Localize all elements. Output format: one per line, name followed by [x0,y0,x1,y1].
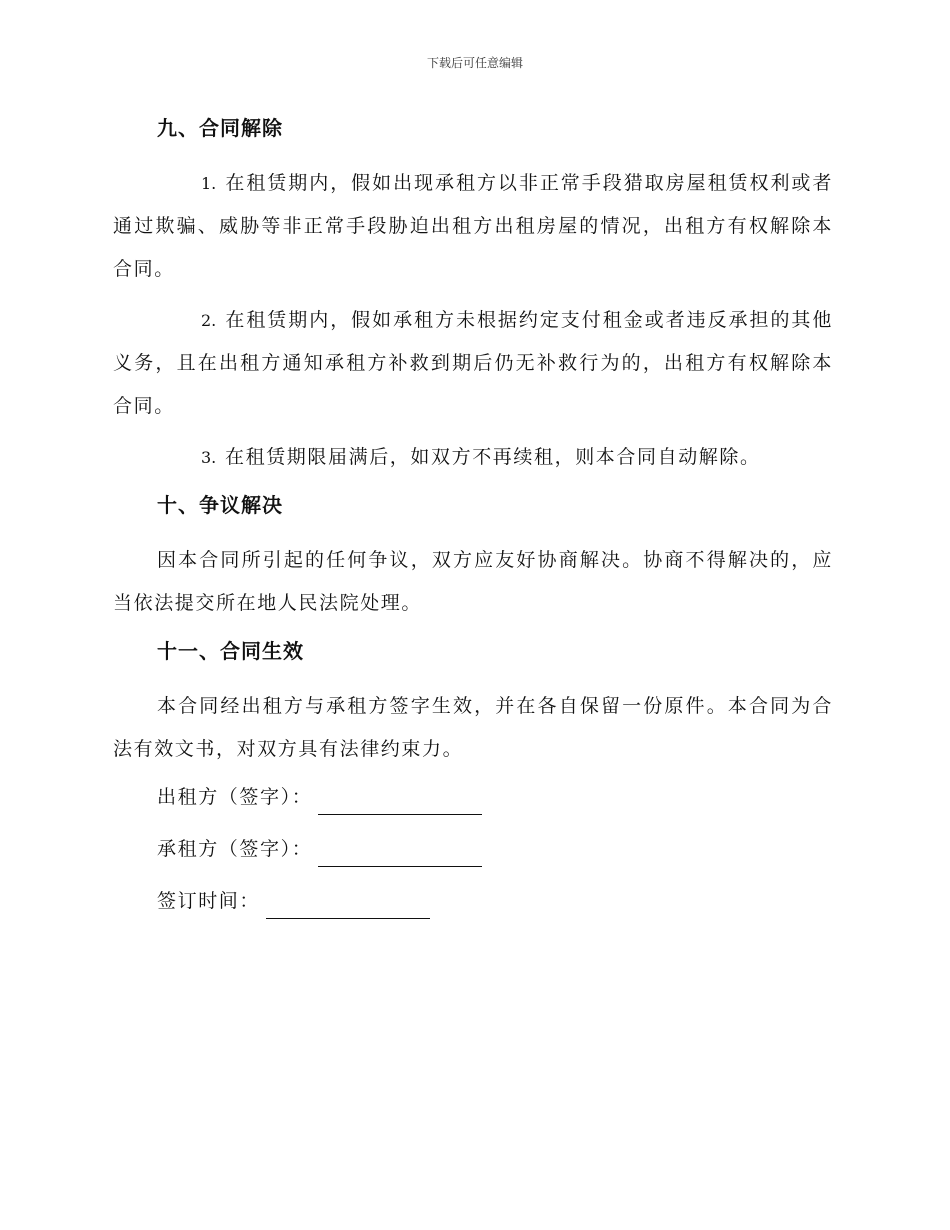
lessee-signature-label: 承租方（签字）： [157,838,313,860]
lessor-signature-line [157,779,833,815]
lessor-signature-blank[interactable] [318,788,482,815]
termination-item-2 [113,299,833,428]
effect-paragraph: 本合同经出租方与承租方签字生效，并在各自保留一份原件。本合同为合法有效文书，对双方具有法律约束力。 [113,695,833,760]
item-number: 1. [201,174,217,193]
section-heading-termination: 九、合同解除 [157,116,283,140]
dispute-paragraph: 因本合同所引起的任何争议，双方应友好协商解决。协商不得解决的，应当依法提交所在地人民法院处理。 [113,549,833,614]
termination-item-1 [113,162,833,291]
lessor-signature-label: 出租方（签字）： [157,786,313,808]
item-number: 3. [201,448,217,467]
signing-date-line [157,883,833,919]
document-body [113,110,833,935]
section-heading-dispute: 十、争议解决 [157,493,283,517]
lessee-signature-blank[interactable] [318,840,482,867]
signing-date-label: 签订时间： [157,890,261,912]
section-heading-effect: 十一、合同生效 [157,639,304,663]
termination-item-3 [113,436,833,479]
item-text: 在租赁期限届满后，如双方不再续租，则本合同自动解除。 [225,446,761,468]
item-number: 2. [201,311,217,330]
item-text: 在租赁期内，假如出现承租方以非正常手段猎取房屋租赁权利或者通过欺骗、威胁等非正常手段胁迫出租方出租房屋的情况，出租方有权解除本合同。 [113,172,833,280]
item-text: 在租赁期内，假如承租方未根据约定支付租金或者违反承担的其他义务，且在出租方通知承租方补救到期后仍无补救行为的，出租方有权解除本合同。 [113,309,833,417]
signing-date-blank[interactable] [266,892,430,919]
lessee-signature-line [157,831,833,867]
header-note: 下载后可任意编辑 [426,56,523,70]
